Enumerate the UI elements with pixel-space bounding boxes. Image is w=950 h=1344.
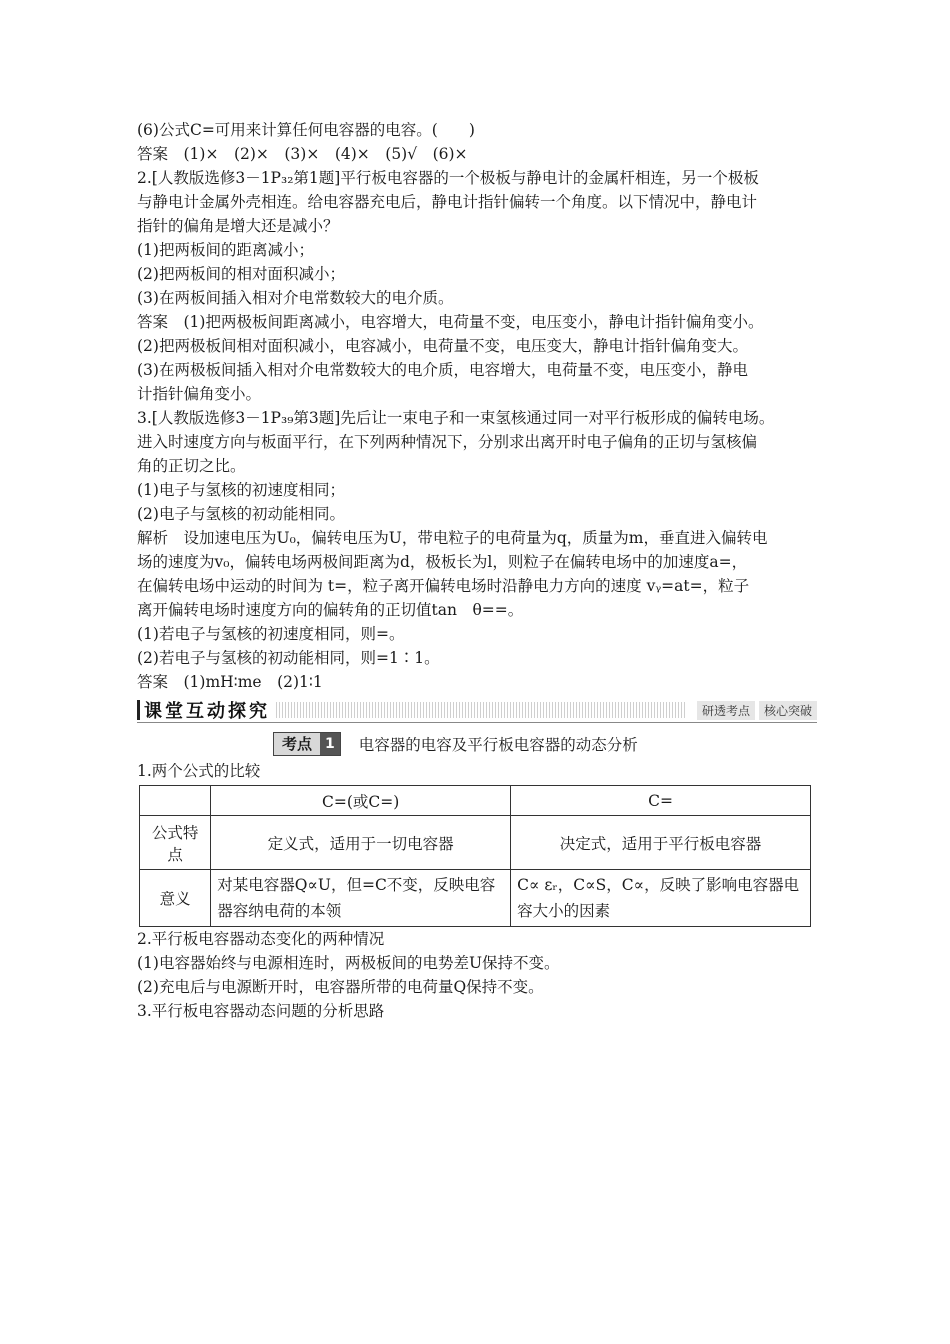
- q2-answer-line: 计指针偏角变小。: [137, 385, 262, 403]
- q3-analysis-line: 离开偏转电场时速度方向的偏转角的正切值tan θ==。: [137, 601, 524, 619]
- q3-stem-line: 3.[人教版选修3－1P₃₉第3题]先后让一束电子和一束氢核通过同一对平行板形成的偏转电场。: [137, 409, 775, 427]
- q2-answer-line: (3)在两极板间插入相对介电常数较大的电介质，电容增大，电荷量不变，电压变小，静电: [137, 361, 748, 379]
- table-header-row: [140, 786, 811, 816]
- table-cell: 意义: [140, 870, 211, 927]
- banner-bar: [137, 700, 140, 720]
- subsection-title: 1.两个公式的比较: [137, 762, 261, 780]
- comparison-table: [139, 785, 811, 927]
- q2-answer-line: (2)把两极板间相对面积减小，电容减小，电荷量不变，电压变大，静电计指针偏角变大。: [137, 337, 748, 355]
- q2-stem-line: 指针的偏角是增大还是减小？: [137, 217, 339, 235]
- kaodian-title: 电容器的电容及平行板电容器的动态分析: [358, 736, 638, 754]
- q2-stem-line: 2.[人教版选修3－1P₃₂第1题]平行板电容器的一个极板与静电计的金属杆相连，另一个极板: [137, 169, 759, 187]
- table-cell: 定义式，适用于一切电容器: [211, 816, 511, 870]
- kaodian-number: 1: [320, 733, 340, 755]
- q3-stem-line: 进入时速度方向与板面平行，在下列两种情况下，分别求出离开时电子偏角的正切与氢核偏: [137, 433, 758, 451]
- table-row: [140, 816, 811, 870]
- document-page: [137, 118, 817, 1023]
- banner-tag: 核心突破: [759, 701, 817, 720]
- answer-line: 答案 (1)× (2)× (3)× (4)× (5)√ (6)×: [137, 145, 468, 163]
- q3-analysis-line: 解析 设加速电压为U₀，偏转电压为U，带电粒子的电荷量为q，质量为m，垂直进入偏转电: [137, 529, 768, 547]
- subsection-title: 3.平行板电容器动态问题的分析思路: [137, 1002, 385, 1020]
- text-line: (2)充电后与电源断开时，电容器所带的电荷量Q保持不变。: [137, 978, 544, 996]
- text-line: (1)电容器始终与电源相连时，两极板间的电势差U保持不变。: [137, 954, 560, 972]
- q2-stem-line: (3)在两板间插入相对介电常数较大的电介质。: [137, 289, 454, 307]
- q2-answer-line: 答案 (1)把两极板间距离减小，电容增大，电荷量不变，电压变小，静电计指针偏角变小。: [137, 313, 764, 331]
- table-cell: 决定式，适用于平行板电容器: [511, 816, 811, 870]
- kaodian-label: 考点: [274, 733, 320, 755]
- q3-analysis-line: 场的速度为v₀，偏转电场两极间距离为d，极板长为l，则粒子在偏转电场中的加速度a=，: [137, 553, 748, 571]
- q2-stem-line: 与静电计金属外壳相连。给电容器充电后，静电计指针偏转一个角度。以下情况中，静电计: [137, 193, 758, 211]
- section-title: 课堂互动探究: [144, 701, 270, 722]
- table-cell: 公式特点: [140, 816, 211, 870]
- kaodian-heading: [273, 731, 817, 757]
- table-cell: 对某电容器Q∝U，但=C不变，反映电容器容纳电荷的本领: [211, 870, 511, 927]
- table-cell: [140, 786, 211, 816]
- table-cell: C=(或C=): [211, 786, 511, 816]
- section-banner: [137, 698, 817, 723]
- table-row: [140, 870, 811, 927]
- q2-stem-line: (2)把两板间的相对面积减小；: [137, 265, 345, 283]
- q3-stem-line: (2)电子与氢核的初动能相同。: [137, 505, 345, 523]
- subsection-title: 2.平行板电容器动态变化的两种情况: [137, 930, 385, 948]
- table-cell: C∝ εᵣ，C∝S，C∝，反映了影响电容器电容大小的因素: [511, 870, 811, 927]
- q3-analysis-line: (2)若电子与氢核的初动能相同，则=1∶1。: [137, 649, 440, 667]
- q3-stem-line: 角的正切之比。: [137, 457, 246, 475]
- banner-tag: 研透考点: [697, 701, 755, 720]
- q3-stem-line: (1)电子与氢核的初速度相同；: [137, 481, 345, 499]
- table-cell: C=: [511, 786, 811, 816]
- text-line: (6)公式C=可用来计算任何电容器的电容。( ): [137, 121, 475, 139]
- kaodian-badge: [273, 732, 341, 756]
- q3-answer-line: 答案 (1)mH∶me (2)1∶1: [137, 673, 323, 691]
- banner-hatch: [276, 702, 687, 718]
- q3-analysis-line: (1)若电子与氢核的初速度相同，则=。: [137, 625, 405, 643]
- q2-stem-line: (1)把两板间的距离减小；: [137, 241, 314, 259]
- q3-analysis-line: 在偏转电场中运动的时间为 t=，粒子离开偏转电场时沿静电力方向的速度 vᵧ=at=，粒子: [137, 577, 750, 595]
